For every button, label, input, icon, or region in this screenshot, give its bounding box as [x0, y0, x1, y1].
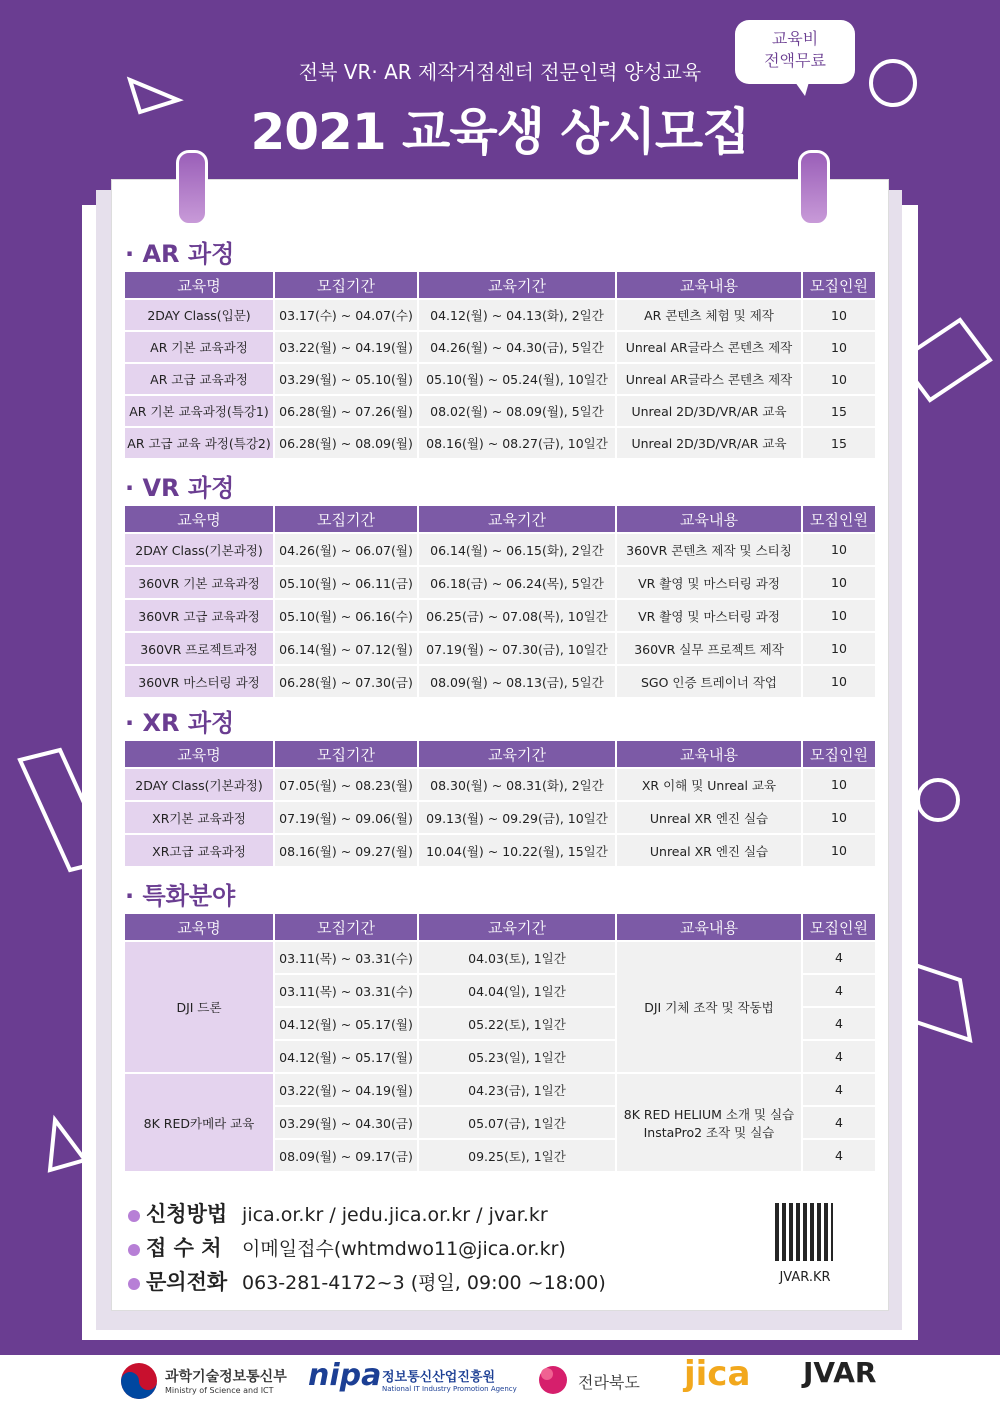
col-recruit: 모집기간 — [275, 272, 417, 298]
recruit-period: 04.12(월) ~ 05.17(월) — [275, 1041, 417, 1072]
col-course: 교육명 — [125, 272, 273, 298]
edu-period: 04.26(월) ~ 04.30(금), 5일간 — [419, 332, 615, 362]
edu-period: 07.19(월) ~ 07.30(금), 10일간 — [419, 633, 615, 664]
capacity: 10 — [803, 534, 875, 565]
edu-content: DJI 기체 조작 및 작동법 — [617, 942, 801, 1072]
edu-period: 10.04(월) ~ 10.22(월), 15일간 — [419, 835, 615, 866]
edu-content: SGO 인증 트레이너 작업 — [617, 666, 801, 697]
bullet-icon — [128, 1244, 140, 1256]
vr-section — [125, 472, 877, 699]
col-content: 교육내용 — [617, 272, 801, 298]
edu-period: 06.14(월) ~ 06.15(화), 2일간 — [419, 534, 615, 565]
capacity: 10 — [803, 802, 875, 833]
course-name: AR 고급 교육 과정(특강2) — [125, 428, 273, 458]
capacity: 4 — [803, 1140, 875, 1171]
capacity: 4 — [803, 942, 875, 973]
capacity: 10 — [803, 600, 875, 631]
special-header-row — [125, 914, 875, 940]
table-row — [125, 802, 875, 833]
capacity: 10 — [803, 666, 875, 697]
page-title: 2021 교육생 상시모집 — [250, 103, 750, 161]
recruit-period: 08.09(월) ~ 09.17(금) — [275, 1140, 417, 1171]
nipa-text — [382, 1366, 517, 1393]
bullet-icon — [128, 1278, 140, 1290]
course-name: 2DAY Class(기본과정) — [125, 534, 273, 565]
edu-period: 05.22(토), 1일간 — [419, 1008, 615, 1039]
course-name: DJI 드론 — [125, 942, 273, 1072]
capacity: 4 — [803, 1074, 875, 1105]
xr-section-title: · XR 과정 — [125, 709, 235, 737]
nipa-name: 정보통신산업진흥원 — [382, 1370, 496, 1385]
table-row — [125, 534, 875, 565]
msit-name: 과학기술정보통신부 — [165, 1369, 287, 1385]
recruit-period: 03.11(목) ~ 03.31(수) — [275, 942, 417, 973]
course-name: 8K RED카메라 교육 — [125, 1074, 273, 1171]
submit-row — [128, 1232, 566, 1262]
phone-row — [128, 1266, 606, 1296]
edu-period: 05.07(금), 1일간 — [419, 1107, 615, 1138]
course-name: XR고급 교육과정 — [125, 835, 273, 866]
edu-period: 04.03(토), 1일간 — [419, 942, 615, 973]
capacity: 4 — [803, 1041, 875, 1072]
table-row — [125, 332, 875, 362]
vr-header-row — [125, 506, 875, 532]
col-capacity: 모집인원 — [803, 272, 875, 298]
col-content: 교육내용 — [617, 914, 801, 940]
vr-section-title: · VR 과정 — [125, 474, 235, 502]
bubble-line1: 교육비 — [771, 29, 819, 48]
xr-table — [123, 739, 877, 868]
submit-email[interactable]: 이메일접수(whtmdwo11@jica.or.kr) — [242, 1238, 566, 1260]
col-recruit: 모집기간 — [275, 914, 417, 940]
col-recruit: 모집기간 — [275, 506, 417, 532]
phone-label: 문의전화 — [146, 1270, 228, 1294]
recruit-period: 06.28(월) ~ 07.26(월) — [275, 396, 417, 426]
binder-ring-right — [798, 150, 830, 226]
edu-content: Unreal XR 엔진 실습 — [617, 802, 801, 833]
nipa-name-en: National IT Industry Promotion Agency — [382, 1385, 517, 1393]
edu-content: Unreal AR글라스 콘텐츠 제작 — [617, 364, 801, 394]
ar-section — [125, 238, 877, 460]
edu-content: Unreal 2D/3D/VR/AR 교육 — [617, 428, 801, 458]
table-row — [125, 942, 875, 973]
course-name: AR 고급 교육과정 — [125, 364, 273, 394]
recruit-period: 04.12(월) ~ 05.17(월) — [275, 1008, 417, 1039]
col-capacity: 모집인원 — [803, 741, 875, 767]
recruit-period: 07.19(월) ~ 09.06(월) — [275, 802, 417, 833]
capacity: 4 — [803, 1008, 875, 1039]
col-recruit: 모집기간 — [275, 741, 417, 767]
col-content: 교육내용 — [617, 741, 801, 767]
ar-section-title: · AR 과정 — [125, 240, 235, 268]
edu-period: 08.30(월) ~ 08.31(화), 2일간 — [419, 769, 615, 800]
edu-period: 09.13(월) ~ 09.29(금), 10일간 — [419, 802, 615, 833]
edu-content: VR 촬영 및 마스터링 과정 — [617, 567, 801, 598]
table-row — [125, 769, 875, 800]
edu-period: 04.23(금), 1일간 — [419, 1074, 615, 1105]
edu-content: Unreal XR 엔진 실습 — [617, 835, 801, 866]
qr-label: JVAR.KR — [779, 1270, 831, 1285]
capacity: 10 — [803, 364, 875, 394]
edu-period: 05.23(일), 1일간 — [419, 1041, 615, 1072]
vr-table — [123, 504, 877, 699]
xr-section — [125, 707, 877, 868]
course-name: XR기본 교육과정 — [125, 802, 273, 833]
edu-period: 08.02(월) ~ 08.09(월), 5일간 — [419, 396, 615, 426]
apply-label: 신청방법 — [146, 1202, 228, 1226]
apply-links[interactable]: jica.or.kr / jedu.jica.or.kr / jvar.kr — [242, 1204, 548, 1226]
red-content-line1: 8K RED HELIUM 소개 및 실습 — [623, 1106, 795, 1122]
col-capacity: 모집인원 — [803, 914, 875, 940]
table-row — [125, 666, 875, 697]
xr-header-row — [125, 741, 875, 767]
capacity: 10 — [803, 567, 875, 598]
recruit-period: 05.10(월) ~ 06.16(수) — [275, 600, 417, 631]
special-section-title: · 특화분야 — [125, 882, 236, 910]
recruit-period: 06.28(월) ~ 07.30(금) — [275, 666, 417, 697]
phone-number: 063-281-4172~3 (평일, 09:00 ~18:00) — [242, 1272, 606, 1294]
jeonbuk-flower-icon — [533, 1360, 573, 1400]
nipa-logo: nipa — [308, 1358, 382, 1393]
edu-content: Unreal AR글라스 콘텐츠 제작 — [617, 332, 801, 362]
edu-content: AR 콘텐츠 체험 및 제작 — [617, 300, 801, 330]
ar-header-row — [125, 272, 875, 298]
col-period: 교육기간 — [419, 741, 615, 767]
edu-period: 06.25(금) ~ 07.08(목), 10일간 — [419, 600, 615, 631]
apply-method-row — [128, 1198, 548, 1228]
table-row — [125, 633, 875, 664]
col-content: 교육내용 — [617, 506, 801, 532]
capacity: 15 — [803, 396, 875, 426]
course-name: AR 기본 교육과정(특강1) — [125, 396, 273, 426]
jica-logo: jica — [684, 1354, 751, 1394]
edu-period: 08.16(월) ~ 08.27(금), 10일간 — [419, 428, 615, 458]
edu-period: 04.12(월) ~ 04.13(화), 2일간 — [419, 300, 615, 330]
bubble-line2: 전액무료 — [764, 51, 826, 70]
capacity: 10 — [803, 835, 875, 866]
recruit-period: 03.11(목) ~ 03.31(수) — [275, 975, 417, 1006]
capacity: 4 — [803, 975, 875, 1006]
recruit-period: 08.16(월) ~ 09.27(월) — [275, 835, 417, 866]
edu-period: 08.09(월) ~ 08.13(금), 5일간 — [419, 666, 615, 697]
course-name: 2DAY Class(입문) — [125, 300, 273, 330]
msit-logo — [165, 1366, 287, 1395]
edu-content: VR 촬영 및 마스터링 과정 — [617, 600, 801, 631]
col-period: 교육기간 — [419, 506, 615, 532]
recruit-period: 03.22(월) ~ 04.19(월) — [275, 332, 417, 362]
capacity: 15 — [803, 428, 875, 458]
recruit-period: 03.29(월) ~ 05.10(월) — [275, 364, 417, 394]
edu-period: 09.25(토), 1일간 — [419, 1140, 615, 1171]
col-course: 교육명 — [125, 741, 273, 767]
bullet-icon — [128, 1210, 140, 1222]
jvar-logo: JVAR — [803, 1356, 877, 1389]
red-content-line2: InstaPro2 조작 및 실습 — [643, 1124, 775, 1140]
capacity: 10 — [803, 332, 875, 362]
ar-table — [123, 270, 877, 460]
table-row — [125, 396, 875, 426]
course-name: 360VR 고급 교육과정 — [125, 600, 273, 631]
capacity: 4 — [803, 1107, 875, 1138]
col-period: 교육기간 — [419, 272, 615, 298]
special-section — [125, 880, 877, 1173]
binder-ring-left — [176, 150, 208, 226]
table-row — [125, 600, 875, 631]
course-name: 360VR 프로젝트과정 — [125, 633, 273, 664]
recruit-period: 07.05(월) ~ 08.23(월) — [275, 769, 417, 800]
col-course: 교육명 — [125, 506, 273, 532]
msit-name-en: Ministry of Science and ICT — [165, 1386, 274, 1395]
capacity: 10 — [803, 300, 875, 330]
course-name: AR 기본 교육과정 — [125, 332, 273, 362]
course-name: 2DAY Class(기본과정) — [125, 769, 273, 800]
recruit-period: 06.14(월) ~ 07.12(월) — [275, 633, 417, 664]
edu-content — [617, 1074, 801, 1171]
jeonbuk-logo: 전라북도 — [578, 1373, 640, 1392]
table-row — [125, 428, 875, 458]
recruit-period: 03.22(월) ~ 04.19(월) — [275, 1074, 417, 1105]
table-row — [125, 364, 875, 394]
course-name: 360VR 기본 교육과정 — [125, 567, 273, 598]
edu-period: 06.18(금) ~ 06.24(목), 5일간 — [419, 567, 615, 598]
edu-content: 360VR 콘텐츠 제작 및 스티칭 — [617, 534, 801, 565]
table-row — [125, 835, 875, 866]
edu-period: 04.04(일), 1일간 — [419, 975, 615, 1006]
special-table — [123, 912, 877, 1173]
edu-period: 05.10(월) ~ 05.24(월), 10일간 — [419, 364, 615, 394]
recruit-period: 03.17(수) ~ 04.07(수) — [275, 300, 417, 330]
course-name: 360VR 마스터링 과정 — [125, 666, 273, 697]
capacity: 10 — [803, 769, 875, 800]
edu-content: 360VR 실무 프로젝트 제작 — [617, 633, 801, 664]
col-period: 교육기간 — [419, 914, 615, 940]
msit-emblem-icon — [118, 1360, 160, 1402]
table-row — [125, 567, 875, 598]
subtitle: 전북 VR· AR 제작거점센터 전문인력 양성교육 — [298, 60, 702, 84]
col-capacity: 모집인원 — [803, 506, 875, 532]
capacity: 10 — [803, 633, 875, 664]
edu-content: XR 이해 및 Unreal 교육 — [617, 769, 801, 800]
col-course: 교육명 — [125, 914, 273, 940]
recruit-period: 05.10(월) ~ 06.11(금) — [275, 567, 417, 598]
recruit-period: 03.29(월) ~ 04.30(금) — [275, 1107, 417, 1138]
recruit-period: 06.28(월) ~ 08.09(월) — [275, 428, 417, 458]
table-row — [125, 300, 875, 330]
recruit-period: 04.26(월) ~ 06.07(월) — [275, 534, 417, 565]
table-row — [125, 1074, 875, 1105]
submit-label: 접 수 처 — [146, 1236, 222, 1260]
edu-content: Unreal 2D/3D/VR/AR 교육 — [617, 396, 801, 426]
qr-code-icon[interactable] — [775, 1203, 833, 1261]
